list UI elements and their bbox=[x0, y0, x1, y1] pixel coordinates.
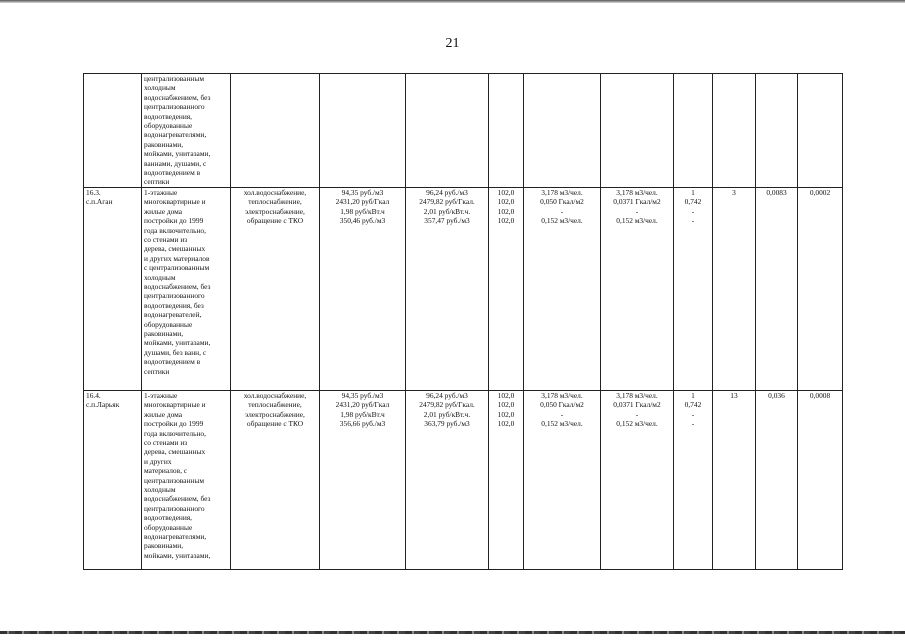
value-1-cell: 0,0083 bbox=[756, 187, 798, 390]
norm-2-cell: 3,178 м3/чел. 0,0371 Гкал/м2 - 0,152 м3/чел. bbox=[601, 187, 674, 390]
table-row bbox=[84, 390, 843, 569]
tariff-table bbox=[83, 73, 843, 570]
coefficient-cell: 1 0,742 - - bbox=[674, 390, 713, 569]
table-row bbox=[84, 74, 843, 188]
services-cell: хол.водоснабжение, теплоснабжение, электроснабжение, обращение с ТКО bbox=[231, 390, 320, 569]
value-1-cell bbox=[756, 74, 798, 188]
settlement-cell bbox=[84, 74, 142, 188]
index-cell: 102,0 102,0 102,0 102,0 bbox=[489, 390, 524, 569]
tariff-1-cell bbox=[320, 74, 406, 188]
scan-top-edge bbox=[0, 0, 905, 3]
value-2-cell: 0,0002 bbox=[798, 187, 843, 390]
norm-2-cell bbox=[601, 74, 674, 188]
value-1-cell: 0,036 bbox=[756, 390, 798, 569]
tariff-2-cell: 96,24 руб./м3 2479,82 руб/Гкал. 2,01 руб/кВт.ч. 363,79 руб./м3 bbox=[406, 390, 489, 569]
value-2-cell bbox=[798, 74, 843, 188]
norm-2-cell: 3,178 м3/чел. 0,0371 Гкал/м2 - 0,152 м3/чел. bbox=[601, 390, 674, 569]
index-cell: 102,0 102,0 102,0 102,0 bbox=[489, 187, 524, 390]
table-row bbox=[84, 187, 843, 390]
tariff-1-cell: 94,35 руб./м3 2431,20 руб/Гкал 1,98 руб/кВт.ч 356,66 руб./м3 bbox=[320, 390, 406, 569]
value-2-cell: 0,0008 bbox=[798, 390, 843, 569]
settlement-cell: 16.3. с.п.Аган bbox=[84, 187, 142, 390]
count-cell: 3 bbox=[713, 187, 756, 390]
house-description-cell: 1-этажные многоквартирные и жилые дома постройки до 1999 года включительно, со стенами из дерева, смешанных и других материалов, с централизованным холодным водоснабжением, без централизованного водоотведения, оборудованные водонагревателями, раковинами, мойками, унитазами, bbox=[142, 390, 231, 569]
count-cell: 13 bbox=[713, 390, 756, 569]
coefficient-cell: 1 0,742 - - bbox=[674, 187, 713, 390]
norm-1-cell: 3,178 м3/чел. 0,050 Гкал/м2 - 0,152 м3/чел. bbox=[524, 390, 601, 569]
tariff-2-cell bbox=[406, 74, 489, 188]
count-cell bbox=[713, 74, 756, 188]
norm-1-cell: 3,178 м3/чел. 0,050 Гкал/м2 - 0,152 м3/чел. bbox=[524, 187, 601, 390]
norm-1-cell bbox=[524, 74, 601, 188]
services-cell bbox=[231, 74, 320, 188]
house-description-cell: централизованным холодным водоснабжением, без централизованного водоотведения, оборудованные водонагревателями, раковинами, мойками, унитазами, ваннами, душами, с водоотведением в септики bbox=[142, 74, 231, 188]
index-cell bbox=[489, 74, 524, 188]
page-number: 21 bbox=[445, 36, 460, 51]
house-description-cell: 1-этажные многоквартирные и жилые дома постройки до 1999 года включительно, со стенами из дерева, смешанных и других материалов с централизованным холодным водоснабжением, без централизованного водоотведения, без водонагревателей, оборудованные раковинами, мойками, унитазами, душами, без ванн, с водоотведением в септики bbox=[142, 187, 231, 390]
scan-bottom-edge bbox=[0, 631, 905, 634]
tariff-1-cell: 94,35 руб./м3 2431,20 руб/Гкал 1,98 руб/кВт.ч 350,46 руб./м3 bbox=[320, 187, 406, 390]
tariff-2-cell: 96,24 руб./м3 2479,82 руб/Гкал. 2,01 руб/кВт.ч. 357,47 руб./м3 bbox=[406, 187, 489, 390]
services-cell: хол.водоснабжение, теплоснабжение, электроснабжение, обращение с ТКО bbox=[231, 187, 320, 390]
settlement-cell: 16.4. с.п.Ларьяк bbox=[84, 390, 142, 569]
coefficient-cell bbox=[674, 74, 713, 188]
